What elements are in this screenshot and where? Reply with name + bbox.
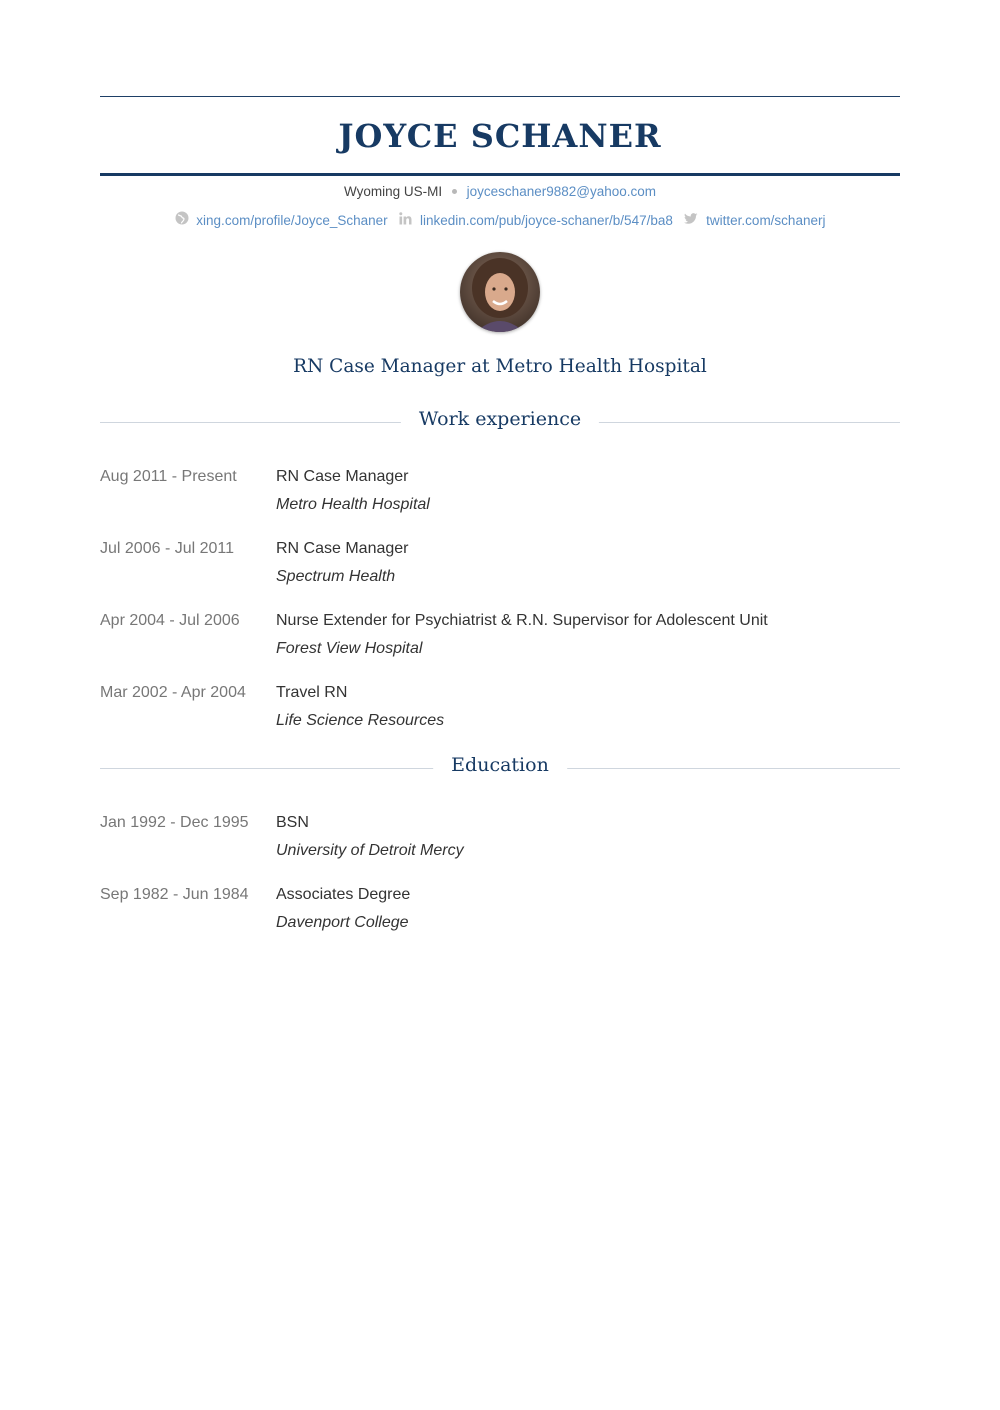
resume-page bbox=[100, 96, 900, 953]
name-underline bbox=[100, 173, 900, 176]
contact-row-profiles bbox=[100, 211, 900, 232]
entry-organization: Forest View Hospital bbox=[276, 640, 423, 657]
section-title-education: Education bbox=[433, 751, 567, 779]
section-title-work: Work experience bbox=[401, 405, 599, 433]
entry-date: Jan 1992 - Dec 1995 bbox=[100, 814, 249, 831]
education-entry bbox=[100, 881, 900, 937]
work-entry bbox=[100, 535, 900, 591]
entry-degree: Associates Degree bbox=[276, 886, 411, 903]
contact-row-primary bbox=[100, 183, 900, 201]
entry-organization: Spectrum Health bbox=[276, 568, 396, 585]
entry-date: Mar 2002 - Apr 2004 bbox=[100, 684, 246, 701]
location-text: Wyoming US-MI bbox=[344, 184, 443, 199]
entry-date: Sep 1982 - Jun 1984 bbox=[100, 886, 249, 903]
entry-role: Travel RN bbox=[276, 684, 348, 701]
education-entry bbox=[100, 809, 900, 865]
professional-headline: RN Case Manager at Metro Health Hospital bbox=[293, 356, 707, 377]
entry-degree: BSN bbox=[276, 814, 309, 831]
entry-date: Aug 2011 - Present bbox=[100, 468, 237, 485]
twitter-link[interactable]: twitter.com/schanerj bbox=[706, 213, 826, 229]
email-link[interactable]: joyceschaner9882@yahoo.com bbox=[466, 184, 656, 199]
work-entries bbox=[100, 463, 900, 735]
entry-date: Apr 2004 - Jul 2006 bbox=[100, 612, 240, 629]
entry-role: RN Case Manager bbox=[276, 540, 409, 557]
work-entry bbox=[100, 463, 900, 519]
twitter-icon bbox=[684, 212, 698, 230]
entry-role: RN Case Manager bbox=[276, 468, 409, 485]
separator-dot bbox=[452, 189, 457, 194]
entry-organization: Metro Health Hospital bbox=[276, 496, 430, 513]
xing-link[interactable]: xing.com/profile/Joyce_Schaner bbox=[196, 213, 388, 229]
entry-role: Nurse Extender for Psychiatrist & R.N. Supervisor for Adolescent Unit bbox=[276, 612, 768, 629]
work-entry bbox=[100, 607, 900, 663]
avatar bbox=[460, 252, 540, 332]
work-entry bbox=[100, 679, 900, 735]
avatar-container bbox=[100, 252, 900, 337]
entry-organization: Life Science Resources bbox=[276, 712, 445, 729]
section-header-work bbox=[100, 405, 900, 435]
linkedin-icon bbox=[399, 212, 412, 230]
globe-icon bbox=[175, 211, 189, 230]
linkedin-link[interactable]: linkedin.com/pub/joyce-schaner/b/547/ba8 bbox=[419, 213, 673, 229]
entry-institution: University of Detroit Mercy bbox=[276, 842, 464, 859]
candidate-name: JOYCE SCHANER bbox=[338, 117, 662, 155]
section-header-education bbox=[100, 751, 900, 781]
education-entries bbox=[100, 809, 900, 937]
entry-institution: Davenport College bbox=[276, 914, 409, 931]
entry-date: Jul 2006 - Jul 2011 bbox=[100, 540, 235, 557]
